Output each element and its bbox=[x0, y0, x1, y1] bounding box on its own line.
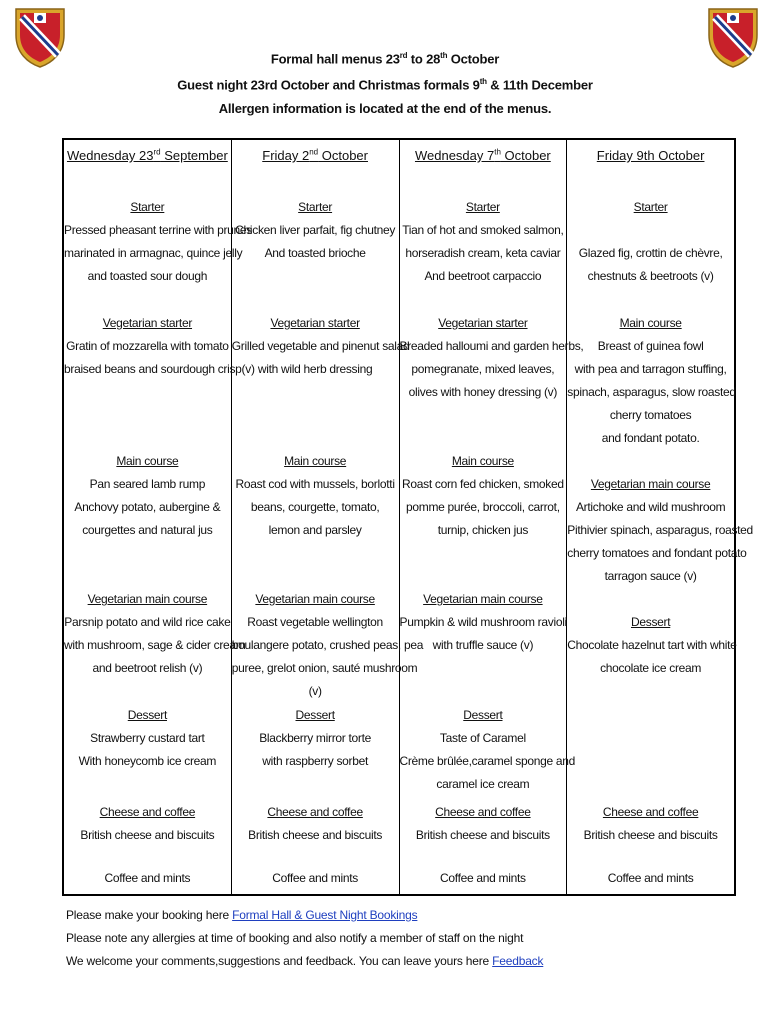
section-label: Vegetarian main course bbox=[423, 592, 543, 606]
dish-line: chestnuts & beetroots (v) bbox=[587, 269, 714, 283]
day-heading-text: Friday 2 bbox=[262, 148, 310, 163]
dish-line: caramel ice cream bbox=[436, 777, 530, 791]
section-label: Dessert bbox=[631, 615, 671, 629]
day-heading bbox=[232, 148, 399, 164]
section-label: Vegetarian starter bbox=[270, 316, 360, 330]
dish-line: and toasted sour dough bbox=[87, 269, 208, 283]
menu-section bbox=[64, 588, 246, 680]
dish-line: and fondant potato. bbox=[601, 431, 700, 445]
menu-section bbox=[400, 801, 567, 847]
day-heading bbox=[567, 148, 734, 164]
dish-line: with wild herb dressing bbox=[257, 362, 373, 376]
dish-line: pomegranate, mixed leaves, bbox=[411, 362, 555, 376]
section-label: Starter bbox=[298, 200, 333, 214]
dish-line: Chocolate hazelnut tart with white bbox=[567, 638, 737, 652]
dish-line: Chicken liver parfait, fig chutney bbox=[235, 223, 396, 237]
dish-line: cherry tomatoes and fondant potato bbox=[567, 546, 747, 560]
section-label: Vegetarian main course bbox=[255, 592, 375, 606]
day-heading-text: Friday 9th October bbox=[596, 148, 705, 163]
dish-line: Pumpkin & wild mushroom ravioli bbox=[399, 615, 567, 629]
day-heading-text: Wednesday 7 bbox=[414, 148, 495, 163]
feedback-link[interactable]: Feedback bbox=[492, 954, 544, 968]
dish-line: cherry tomatoes bbox=[609, 408, 692, 422]
day-heading bbox=[64, 148, 231, 164]
menu-section bbox=[231, 312, 410, 381]
menu-section bbox=[400, 588, 567, 657]
menu-column bbox=[231, 140, 424, 894]
menu-section bbox=[567, 611, 737, 680]
dish-line: boulangere potato, crushed peas, pea bbox=[231, 638, 424, 652]
section-label: Dessert bbox=[127, 708, 167, 722]
dish-line: Breast of guinea fowl bbox=[597, 339, 704, 353]
menu-section bbox=[231, 588, 424, 703]
dish-line: horseradish cream, keta caviar bbox=[405, 246, 561, 260]
dish-line: British cheese and biscuits bbox=[583, 828, 718, 842]
dish-line: British cheese and biscuits bbox=[248, 828, 383, 842]
day-heading-month: October bbox=[500, 148, 551, 163]
booking-link[interactable]: Formal Hall & Guest Night Bookings bbox=[232, 908, 418, 922]
dish-line: with mushroom, sage & cider cream bbox=[64, 638, 246, 652]
dish-line: Roast cod with mussels, borlotti bbox=[235, 477, 395, 491]
dish-line bbox=[567, 219, 734, 242]
dish-line: Tian of hot and smoked salmon, bbox=[402, 223, 564, 237]
day-heading-month: September bbox=[160, 148, 228, 163]
dish-line: with pea and tarragon stuffing, bbox=[574, 362, 727, 376]
menu-section bbox=[567, 801, 734, 847]
section-label: Main course bbox=[284, 454, 347, 468]
section-label: Vegetarian starter bbox=[438, 316, 528, 330]
dish-line: braised beans and sourdough crisp(v) bbox=[64, 362, 255, 376]
menu-section bbox=[64, 704, 231, 773]
menu-section bbox=[232, 196, 399, 265]
dish-line: lemon and parsley bbox=[268, 523, 362, 537]
menu-section bbox=[64, 867, 231, 890]
menu-section bbox=[400, 450, 567, 542]
heading-line-3: Allergen information is located at the end of the menus. bbox=[218, 100, 552, 116]
feedback-line: We welcome your comments,suggestions and feedback. You can leave yours here Feedback bbox=[66, 954, 544, 968]
dish-line: Pithivier spinach, asparagus, roasted bbox=[567, 523, 753, 537]
menu-section bbox=[232, 704, 399, 773]
footer-notes bbox=[66, 904, 543, 973]
section-label: Starter bbox=[633, 200, 668, 214]
day-heading-suffix: rd bbox=[153, 147, 161, 157]
dish-line: Coffee and mints bbox=[104, 871, 191, 885]
dish-line: Anchovy potato, aubergine & bbox=[74, 500, 221, 514]
dish-line: with truffle sauce (v) bbox=[432, 638, 534, 652]
day-heading bbox=[400, 148, 567, 164]
dish-line: Grilled vegetable and pinenut salad bbox=[231, 339, 410, 353]
day-heading-month: October bbox=[318, 148, 368, 163]
menu-section bbox=[64, 450, 231, 542]
day-heading-suffix: th bbox=[494, 147, 501, 157]
allergy-note: Please note any allergies at time of booking and also notify a member of staff on the night bbox=[66, 931, 524, 945]
dish-line: Pressed pheasant terrine with prunes bbox=[64, 223, 252, 237]
section-label: Vegetarian main course bbox=[87, 592, 208, 606]
menu-section bbox=[567, 867, 734, 890]
menu-section bbox=[567, 312, 734, 450]
section-label: Vegetarian main course bbox=[590, 477, 711, 491]
section-label: Main course bbox=[116, 454, 179, 468]
section-label: Starter bbox=[130, 200, 165, 214]
day-heading-suffix: nd bbox=[309, 147, 319, 157]
heading-line-1: Formal hall menus 23rd to 28th October bbox=[270, 51, 500, 67]
menu-section bbox=[64, 196, 252, 288]
menu-column bbox=[567, 140, 753, 894]
dish-line: beans, courgette, tomato, bbox=[250, 500, 380, 514]
dish-line: Roast vegetable wellington bbox=[247, 615, 383, 629]
dish-line: Strawberry custard tart bbox=[90, 731, 205, 745]
dish-line: with raspberry sorbet bbox=[262, 754, 368, 768]
menu-column bbox=[64, 140, 255, 894]
section-label: Cheese and coffee bbox=[602, 805, 699, 819]
menu-section bbox=[64, 801, 231, 847]
dish-line: courgettes and natural jus bbox=[82, 523, 213, 537]
dish-line: Pan seared lamb rump bbox=[89, 477, 206, 491]
section-label: Main course bbox=[619, 316, 682, 330]
dish-line: and beetroot relish (v) bbox=[92, 661, 203, 675]
menu-table bbox=[62, 138, 753, 896]
section-label: Vegetarian starter bbox=[102, 316, 193, 330]
menu-column bbox=[399, 140, 584, 894]
menu-section bbox=[399, 312, 584, 404]
dish-line: Roast corn fed chicken, smoked bbox=[402, 477, 564, 491]
menu-heading bbox=[0, 44, 770, 120]
dish-line: puree, grelot onion, sauté mushroom bbox=[231, 661, 418, 675]
dish-line: Coffee and mints bbox=[440, 871, 526, 885]
menu-section bbox=[399, 704, 575, 796]
menu-section bbox=[64, 312, 255, 381]
menu-section bbox=[567, 196, 734, 288]
dish-line: Taste of Caramel bbox=[439, 731, 526, 745]
section-label: Cheese and coffee bbox=[99, 805, 196, 819]
dish-line: olives with honey dressing (v) bbox=[408, 385, 558, 399]
dish-line: British cheese and biscuits bbox=[415, 828, 550, 842]
dish-line: Parsnip potato and wild rice cake bbox=[64, 615, 231, 629]
dish-line: Artichoke and wild mushroom bbox=[575, 500, 726, 514]
section-label: Dessert bbox=[463, 708, 503, 722]
menu-section bbox=[232, 801, 399, 847]
menu-section bbox=[232, 450, 399, 542]
dish-line: Gratin of mozzarella with tomato bbox=[66, 339, 229, 353]
dish-line: And toasted brioche bbox=[264, 246, 366, 260]
dish-line: With honeycomb ice cream bbox=[78, 754, 217, 768]
dish-line: And beetroot carpaccio bbox=[424, 269, 542, 283]
dish-line: Coffee and mints bbox=[607, 871, 694, 885]
section-label: Cheese and coffee bbox=[435, 805, 531, 819]
menu-section bbox=[232, 867, 399, 890]
dish-line: Crème brûlée,caramel sponge and bbox=[399, 754, 575, 768]
booking-line: Please make your booking here Formal Hall & Guest Night Bookings bbox=[66, 908, 418, 922]
dish-line: British cheese and biscuits bbox=[80, 828, 215, 842]
menu-section bbox=[400, 867, 567, 890]
section-label: Dessert bbox=[295, 708, 335, 722]
section-label: Starter bbox=[465, 200, 500, 214]
dish-line: marinated in armagnac, quince jelly bbox=[64, 246, 243, 260]
heading-line-2: Guest night 23rd October and Christmas formals 9th & 11th December bbox=[177, 77, 593, 93]
dish-line: tarragon sauce (v) bbox=[604, 569, 697, 583]
dish-line: pomme purée, broccoli, carrot, bbox=[406, 500, 560, 514]
menu-section bbox=[567, 473, 753, 588]
section-label: Main course bbox=[451, 454, 514, 468]
dish-line: Glazed fig, crottin de chèvre, bbox=[578, 246, 723, 260]
dish-line: chocolate ice cream bbox=[600, 661, 702, 675]
dish-line: spinach, asparagus, slow roasted bbox=[567, 385, 736, 399]
dish-line: turnip, chicken jus bbox=[437, 523, 529, 537]
day-heading-text: Wednesday 23 bbox=[66, 148, 154, 163]
section-label: Cheese and coffee bbox=[267, 805, 363, 819]
dish-line: (v) bbox=[308, 684, 322, 698]
menu-section bbox=[400, 196, 567, 288]
dish-line: Breaded halloumi and garden herbs, bbox=[399, 339, 584, 353]
dish-line: Blackberry mirror torte bbox=[259, 731, 372, 745]
dish-line: Coffee and mints bbox=[272, 871, 358, 885]
